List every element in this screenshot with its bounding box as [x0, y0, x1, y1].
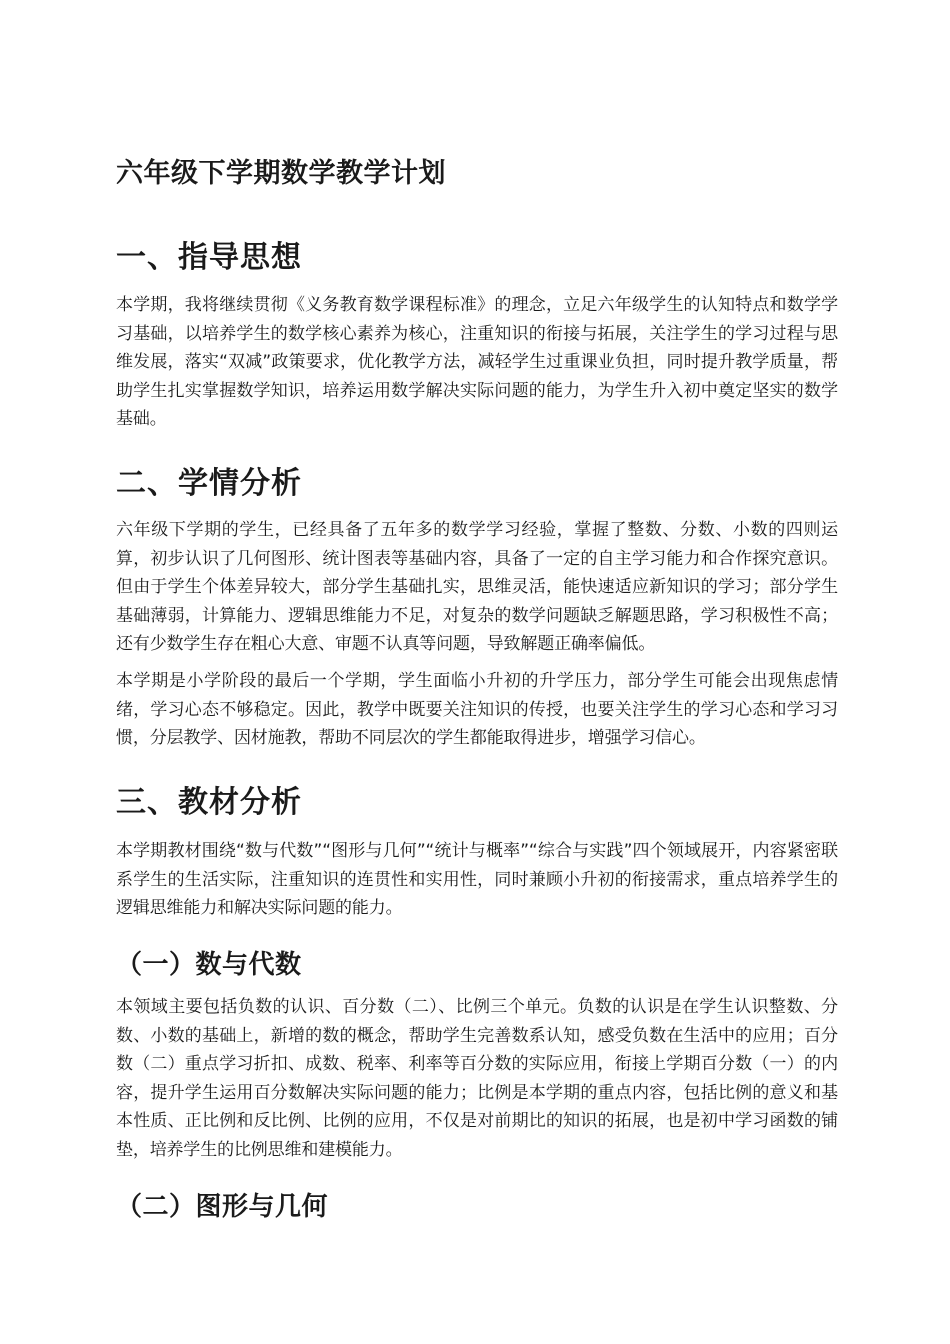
- paragraph-student-analysis-2: 本学期是小学阶段的最后一个学期，学生面临小升初的升学压力，部分学生可能会出现焦虑情绪，学习心态不够稳定。因此，教学中既要关注知识的传授，也要关注学生的学习心态和学习习惯，分层教学、因材施教，帮助不同层次的学生都能取得进步，增强学习信心。: [116, 671, 838, 749]
- subsection-heading-geometry: （二）图形与几何: [116, 1192, 329, 1222]
- paragraph-guiding-ideology: 本学期，我将继续贯彻《义务教育数学课程标准》的理念，立足六年级学生的认知特点和数学学习基础，以培养学生的数学核心素养为核心，注重知识的衔接与拓展，关注学生的学习过程与思维发展，落实“双减”政策要求，优化教学方法，减轻学生过重课业负担，同时提升教学质量，帮助学生扎实掌握数学知识，培养运用数学解决实际问题的能力，为学生升入初中奠定坚实的数学基础。: [116, 295, 838, 430]
- document-title: 六年级下学期数学教学计划: [116, 158, 446, 189]
- subsection-heading-numbers-algebra: （一）数与代数: [116, 950, 302, 980]
- section-heading-guiding-ideology: 一、指导思想: [116, 240, 302, 275]
- paragraph-student-analysis-1: 六年级下学期的学生，已经具备了五年多的数学学习经验，掌握了整数、分数、小数的四则运算，初步认识了几何图形、统计图表等基础内容，具备了一定的自主学习能力和合作探究意识。但由于学生个体差异较大，部分学生基础扎实，思维灵活，能快速适应新知识的学习；部分学生基础薄弱，计算能力、逻辑思维能力不足，对复杂的数学问题缺乏解题思路，学习积极性不高；还有少数学生存在粗心大意、审题不认真等问题，导致解题正确率偏低。: [116, 520, 838, 655]
- section-heading-student-analysis: 二、学情分析: [116, 466, 302, 501]
- section-heading-textbook-analysis: 三、教材分析: [116, 785, 302, 820]
- paragraph-numbers-algebra: 本领域主要包括负数的认识、百分数（二）、比例三个单元。负数的认识是在学生认识整数、分数、小数的基础上，新增的数的概念，帮助学生完善数系认知，感受负数在生活中的应用；百分数（二）重点学习折扣、成数、税率、利率等百分数的实际应用，衔接上学期百分数（一）的内容，提升学生运用百分数解决实际问题的能力；比例是本学期的重点内容，包括比例的意义和基本性质、正比例和反比例、比例的应用，不仅是对前期比的知识的拓展，也是初中学习函数的铺垫，培养学生的比例思维和建模能力。: [116, 997, 838, 1160]
- paragraph-textbook-analysis: 本学期教材围绕“数与代数”“图形与几何”“统计与概率”“综合与实践”四个领域展开，内容紧密联系学生的生活实际，注重知识的连贯性和实用性，同时兼顾小升初的衔接需求，重点培养学生的逻辑思维能力和解决实际问题的能力。: [116, 841, 838, 919]
